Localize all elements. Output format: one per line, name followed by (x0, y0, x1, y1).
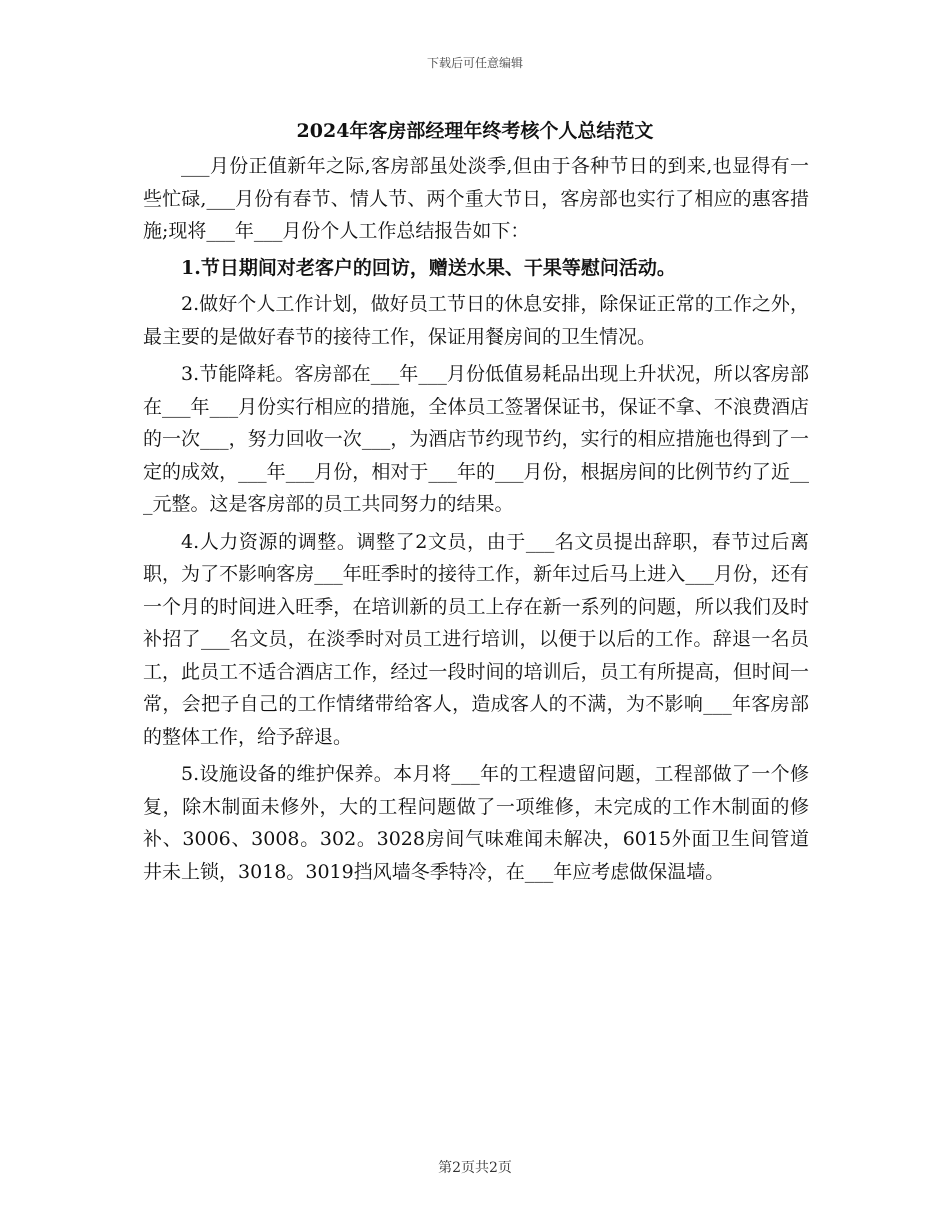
intro-paragraph: ___月份正值新年之际,客房部虽处淡季,但由于各种节日的到来,也显得有一些忙碌,___月份有春节、情人节、两个重大节日，客房部也实行了相应的惠客措施;现将___年___月份个人工作总结报告如下： (143, 155, 809, 242)
item-4-paragraph: 4.人力资源的调整。调整了2文员，由于___名文员提出辞职，春节过后离职，为了不影响客房___年旺季时的接待工作，新年过后马上进入___月份，还有一个月的时间进入旺季，在培训新的员工上存在新一系列的问题，所以我们及时补招了___名文员，在淡季时对员工进行培训，以便于以后的工作。辞退一名员工，此员工不适合酒店工作，经过一段时间的培训后，员工有所提高，但时间一常，会把子自己的工作情绪带给客人，造成客人的不满，为不影响___年客房部的整体工作，给予辞退。 (143, 530, 809, 748)
item-1-paragraph: 1.节日期间对老客户的回访，赠送水果、干果等慰问活动。 (181, 256, 676, 279)
item-3-paragraph: 3.节能降耗。客房部在___年___月份低值易耗品出现上升状况，所以客房部在___年___月份实行相应的措施，全体员工签署保证书，保证不拿、不浪费酒店的一次___，努力回收一次___，为酒店节约现节约，实行的相应措施也得到了一定的成效，___年___月份，相对于___年的___月份，根据房间的比例节约了近___元整。这是客房部的员工共同努力的结果。 (143, 363, 809, 515)
header-note: 下载后可任意编辑 (426, 56, 523, 70)
document-title: 2024年客房部经理年终考核个人总结范文 (296, 120, 654, 142)
page-number: 第2页共2页 (438, 1160, 512, 1176)
document-body (143, 150, 809, 893)
item-2-paragraph: 2.做好个人工作计划，做好员工节日的休息安排，除保证正常的工作之外，最主要的是做好春节的接待工作，保证用餐房间的卫生情况。 (143, 293, 809, 348)
item-5-paragraph: 5.设施设备的维护保养。本月将___年的工程遗留问题，工程部做了一个修复，除木制面未修外，大的工程问题做了一项维修，未完成的工作木制面的修补、3006、3008。302。3028房间气味难闻未解决，6015外面卫生间管道井未上锁，3018。3019挡风墙冬季特冷，在___年应考虑做保温墙。 (143, 763, 809, 883)
